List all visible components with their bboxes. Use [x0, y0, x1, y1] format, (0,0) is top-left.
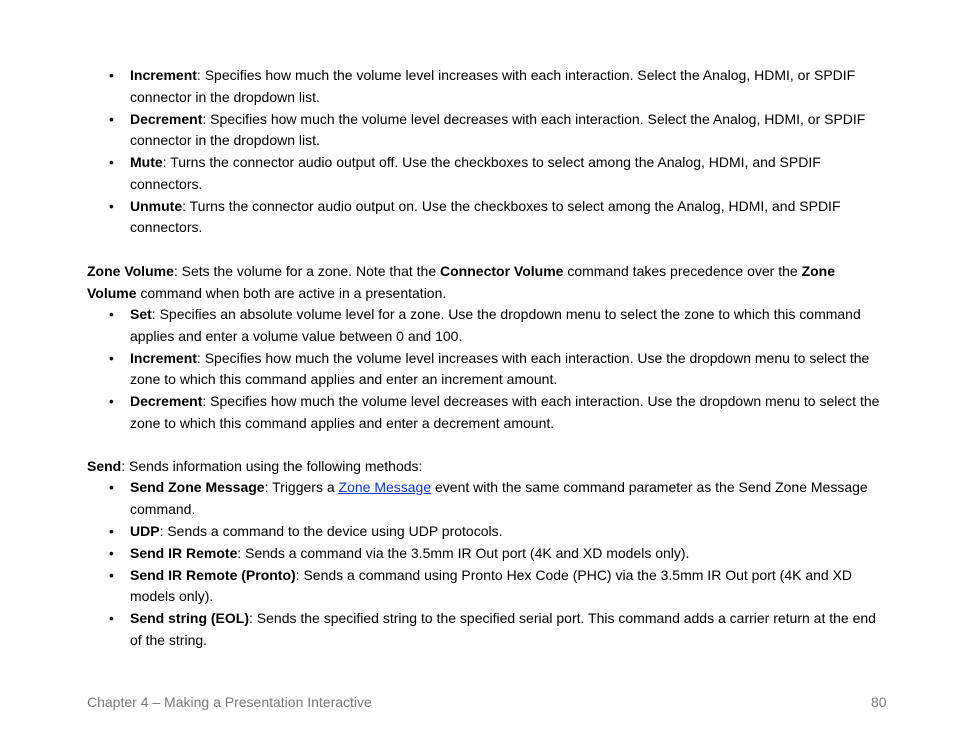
paragraph-text: command when both are active in a presentation.: [136, 285, 447, 301]
list-item: [0, 608, 880, 651]
send-paragraph: [87, 455, 867, 477]
term-connector-volume: Connector Volume: [440, 263, 564, 279]
item-description: : Turns the connector audio output on. Use the checkboxes to select among the Analog, HDMI, and SPDIF connectors.: [130, 197, 841, 235]
term-decrement: Decrement: [130, 110, 203, 127]
item-description: : Triggers a: [264, 479, 339, 495]
item-description: : Sends a command via the 3.5mm IR Out port (4K and XD models only).: [237, 544, 690, 561]
list-item: [0, 196, 880, 239]
zone-message-link[interactable]: Zone Message: [338, 479, 432, 495]
send-list: [0, 477, 880, 651]
item-description: : Sends a command using Pronto Hex Code (PHC) via the 3.5mm IR Out port (4K and XD models only).: [130, 566, 853, 604]
list-item: [0, 109, 880, 152]
term-decrement: Decrement: [130, 393, 203, 409]
term-unmute: Unmute: [130, 197, 183, 214]
list-item: [0, 348, 880, 391]
item-description: : Turns the connector audio output off. Use the checkboxes to select among the Analog, HDMI, and SPDIF connectors.: [130, 154, 821, 192]
item-description: : Sends the specified string to the specified serial port. This command adds a carrier return at the end of the string.: [130, 610, 876, 648]
item-description: : Specifies how much the volume level increases with each interaction. Select the Analog, HDMI, or SPDIF connector in the dropdown list.: [130, 67, 856, 105]
term-send-ir-remote-pronto: Send IR Remote (Pronto): [130, 566, 296, 583]
list-item: [0, 304, 880, 347]
term-mute: Mute: [130, 154, 163, 170]
list-item: [0, 565, 880, 608]
term-send: Send: [87, 458, 122, 474]
term-increment: Increment: [130, 349, 197, 366]
list-item: [0, 521, 880, 543]
list-item: [0, 152, 880, 195]
term-udp: UDP: [130, 522, 160, 539]
item-description: : Specifies an absolute volume level for a zone. Use the dropdown menu to select the zone to which this command applies and enter a volume value between 0 and 100.: [130, 306, 861, 344]
term-zone-volume: Zone Volume: [87, 263, 174, 279]
list-item: [0, 65, 880, 108]
connector-volume-list: [0, 65, 880, 239]
footer-chapter: Chapter 4 – Making a Presentation Interactive: [87, 694, 372, 710]
paragraph-text: command takes precedence over the: [563, 263, 802, 279]
term-set: Set: [130, 306, 152, 322]
term-send-ir-remote: Send IR Remote: [130, 544, 238, 561]
list-item: [0, 477, 880, 520]
term-zone-volume-inline: Zone Volume: [87, 263, 836, 301]
term-increment: Increment: [130, 67, 197, 83]
item-description: event with the same command parameter as the Send Zone Message command.: [130, 479, 868, 517]
term-send-zone-message: Send Zone Message: [130, 479, 265, 495]
paragraph-text: : Sets the volume for a zone. Note that the: [173, 263, 441, 279]
footer-page-number: 80: [871, 694, 887, 710]
item-description: : Specifies how much the volume level increases with each interaction. Use the dropdown menu to select the zone to which this command applies and enter an increment amount.: [130, 349, 870, 387]
term-send-string-eol: Send string (EOL): [130, 610, 249, 626]
zone-volume-list: [0, 304, 880, 434]
item-description: : Specifies how much the volume level decreases with each interaction. Use the dropdown menu to select the zone to which this command applies and enter a decrement amount.: [130, 393, 880, 431]
paragraph-text: : Sends information using the following methods:: [121, 458, 423, 474]
list-item: [0, 543, 880, 565]
item-description: : Sends a command to the device using UDP protocols.: [159, 522, 503, 539]
zone-volume-paragraph: [87, 260, 867, 304]
list-item: [0, 391, 880, 434]
item-description: : Specifies how much the volume level decreases with each interaction. Select the Analog, HDMI, or SPDIF connector in the dropdown list.: [130, 110, 866, 148]
